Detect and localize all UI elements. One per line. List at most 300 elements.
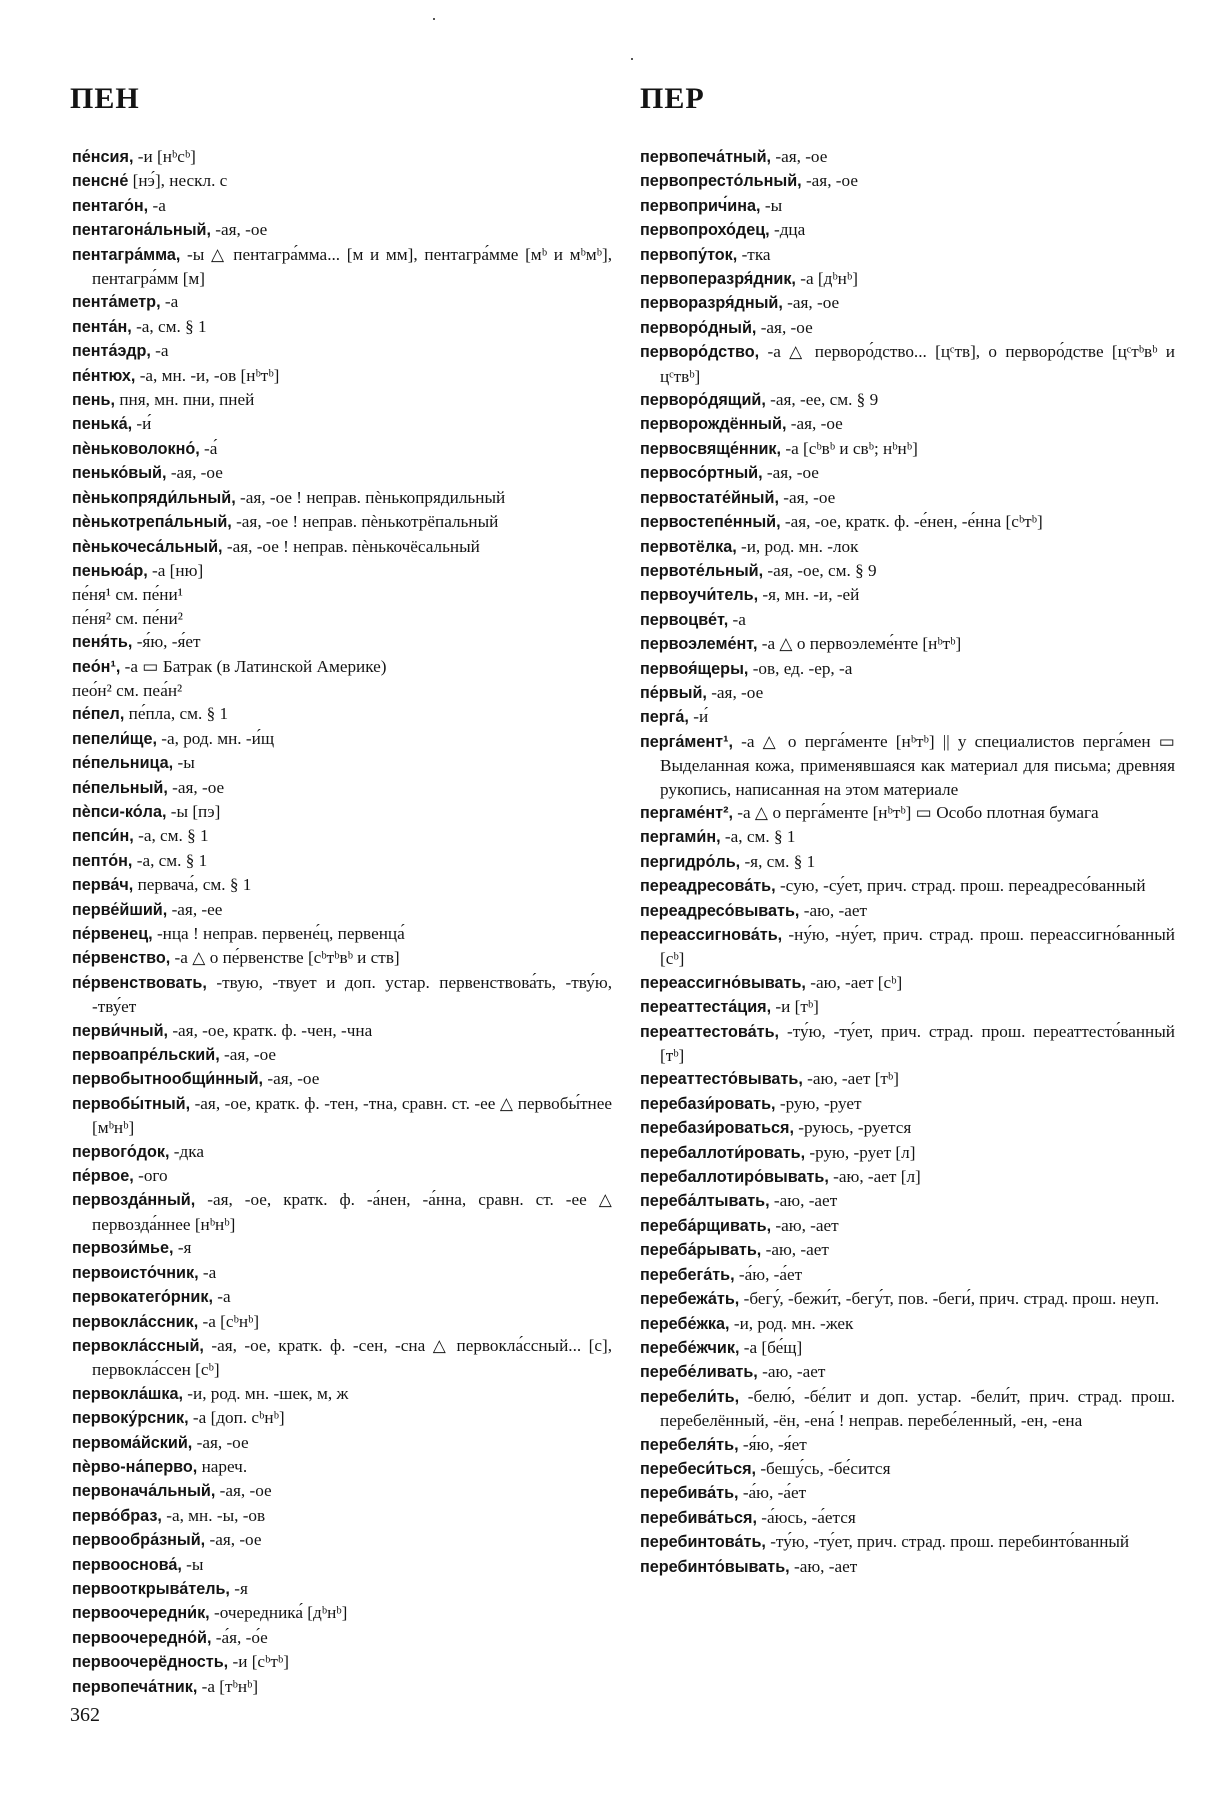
entry-text: пео́н² см. пеа́н²	[72, 680, 183, 700]
headword: пента́эдр,	[72, 342, 151, 361]
dictionary-entry	[640, 1116, 1175, 1140]
entry-text: -бешу́сь, -бе́сится	[756, 1458, 891, 1478]
headword: первокла́ссник,	[72, 1312, 199, 1331]
dictionary-entry	[72, 702, 612, 726]
dictionary-entry	[640, 535, 1175, 559]
headword: перга́,	[640, 708, 689, 727]
dictionary-entry	[640, 1481, 1175, 1505]
headword: перво́браз,	[72, 1506, 162, 1525]
dictionary-entry	[72, 751, 612, 775]
headword: перебега́ть,	[640, 1265, 735, 1284]
entry-text: -и, род. мн. -шек, м, ж	[182, 1383, 349, 1403]
headword: перебе́жка,	[640, 1314, 730, 1333]
entry-text: -а [бе́щ]	[739, 1337, 803, 1357]
entry-text: -ы [пэ]	[166, 801, 221, 821]
entry-text: -а [доп. сᵇнᵇ]	[188, 1408, 285, 1428]
entry-text: -а [сᵇнᵇ]	[198, 1311, 260, 1331]
dictionary-entry	[72, 1019, 612, 1043]
headword: переба́лтывать,	[640, 1192, 770, 1211]
entry-text: -я, мн. -и, -ей	[758, 585, 860, 605]
headword: переба́рщивать,	[640, 1216, 772, 1235]
headword: пепели́ще,	[72, 729, 157, 748]
entry-text: -нца ! неправ. первене́ц, первенца́	[152, 924, 405, 943]
dictionary-entry	[72, 1334, 612, 1382]
headword: пе́нсия,	[72, 148, 134, 166]
dictionary-entry	[72, 1455, 612, 1479]
headword: первоя́щеры,	[640, 659, 749, 678]
entry-text: -я	[173, 1238, 192, 1258]
entry-text: -ая, -ее, см. § 9	[765, 390, 879, 410]
entry-text: -а	[150, 341, 169, 361]
entry-text: -а	[198, 1262, 217, 1282]
headword: первоперазря́дник,	[640, 270, 796, 289]
dictionary-entry	[72, 169, 612, 193]
headword: перга́мент¹,	[640, 732, 733, 751]
dictionary-entry	[640, 437, 1175, 461]
headword: первостепе́нный,	[640, 513, 781, 532]
entry-text: -ов, ед. -ер, -а	[748, 658, 853, 678]
entry-text: [нэ́], нескл. с	[128, 171, 228, 191]
headword: пе́пельница,	[72, 754, 174, 773]
entry-text: -ая, -ое	[771, 147, 828, 166]
headword: пѐньковолокно́,	[72, 439, 200, 458]
dictionary-entry	[640, 632, 1175, 656]
right-column	[640, 145, 1175, 1579]
dictionary-entry	[640, 388, 1175, 412]
dictionary-entry	[640, 412, 1175, 436]
headword: пе́рвый,	[640, 683, 707, 702]
entry-text: пня, мн. пни, пней	[115, 390, 255, 410]
entry-text: -и, род. мн. -жек	[729, 1313, 854, 1333]
entry-text: -ту́ю, -ту́ет, прич. страд. прош. перебинто́ванный	[765, 1532, 1130, 1552]
entry-text: -ая, -ое ! неправ. пѐнькочёсальный	[222, 536, 480, 556]
entry-text: -а [тᵇнᵇ]	[197, 1676, 259, 1696]
entry-text: -а [дᵇнᵇ]	[795, 269, 858, 289]
entry-text: -аю, -ает	[769, 1191, 838, 1211]
headword: первобы́тный,	[72, 1094, 191, 1113]
entry-text: -ая, -ое, кратк. ф. -сен, -сна △ первокла́ссный... [с], первокла́ссен [сᵇ]	[92, 1335, 612, 1380]
headword: перебеси́ться,	[640, 1459, 757, 1478]
dictionary-entry	[640, 291, 1175, 315]
headword: пео́н¹,	[72, 657, 121, 676]
entry-text: -аю, -ает [л]	[828, 1167, 921, 1187]
entry-text: -ая, -ое ! неправ. пѐнькотрёпальный	[231, 512, 499, 532]
dictionary-entry	[72, 922, 612, 946]
entry-text: -а △ о перга́менте [нᵇтᵇ] || у специалистов перга́мен ▭ Выделанная кожа, применявшаяся как материал для письма; древняя рукопись, написанная на этом материале	[660, 731, 1175, 799]
headword: пергаме́нт²,	[640, 803, 733, 822]
entry-text: -ну́ю, -ну́ет, прич. страд. прош. переассигно́ванный [сᵇ]	[660, 925, 1175, 969]
dictionary-entry	[640, 1457, 1175, 1481]
dictionary-entry	[72, 1479, 612, 1503]
entry-text: -ая, -ое	[762, 463, 819, 483]
headword: первостате́йный,	[640, 488, 779, 507]
headword: переассигно́вывать,	[640, 973, 806, 992]
dictionary-entry	[72, 727, 612, 751]
headword: первопресто́льный,	[640, 172, 802, 191]
dictionary-entry	[640, 1506, 1175, 1530]
headword: переаттестова́ть,	[640, 1022, 780, 1041]
speck	[433, 18, 435, 20]
headword: первооснова́,	[72, 1555, 182, 1574]
headword: переадресова́ть,	[640, 877, 776, 896]
headword: перебеля́ть,	[640, 1435, 739, 1454]
dictionary-entry	[72, 1431, 612, 1455]
headword: пентагона́льный,	[72, 221, 211, 240]
dictionary-entry	[72, 1067, 612, 1091]
headword: перебива́ться,	[640, 1508, 757, 1527]
entry-text: -а, род. мн. -и́щ	[156, 728, 275, 748]
entry-text: -рую, -рует	[775, 1093, 862, 1113]
left-column	[72, 145, 612, 1699]
dictionary-entry	[640, 1141, 1175, 1165]
dictionary-entry	[640, 1433, 1175, 1457]
dictionary-entry	[72, 145, 612, 169]
headword: перебази́роваться,	[640, 1119, 794, 1138]
entry-text: -ы	[173, 753, 195, 773]
headword: первоцве́т,	[640, 610, 729, 629]
headword: первооткрыва́тель,	[72, 1579, 230, 1598]
entry-text: -а	[728, 609, 746, 629]
entry-text: -и [тᵇ]	[771, 997, 819, 1017]
dictionary-entry	[72, 218, 612, 242]
entry-text: -а	[148, 195, 166, 215]
dictionary-entry	[640, 510, 1175, 534]
headword: перебели́ть,	[640, 1387, 740, 1406]
dictionary-entry	[72, 486, 612, 510]
headword: переассигнова́ть,	[640, 926, 783, 944]
headword: перебива́ть,	[640, 1484, 739, 1503]
dictionary-entry	[640, 194, 1175, 218]
headword: первокла́шка,	[72, 1384, 183, 1403]
entry-text: -тка	[737, 244, 771, 264]
entry-text: -ая, -ое	[756, 317, 813, 337]
dictionary-entry	[640, 608, 1175, 632]
headword: первого́док,	[72, 1142, 170, 1161]
entry-text: -аю, -ает [тᵇ]	[802, 1069, 899, 1089]
headword: переадресо́вывать,	[640, 901, 800, 920]
dictionary-entry	[72, 1140, 612, 1164]
entry-text: -аю, -ает	[761, 1240, 829, 1260]
headword: первонача́льный,	[72, 1482, 216, 1501]
headword: пе́рвенствовать,	[72, 973, 207, 992]
headword: переба́рывать,	[640, 1241, 762, 1260]
dictionary-entry	[72, 1092, 612, 1140]
headword: пе́рвенство,	[72, 949, 171, 968]
entry-text: -а, см. § 1	[720, 827, 796, 847]
entry-text: -а́	[199, 438, 218, 458]
headword: первотёлка,	[640, 537, 737, 556]
entry-text: -руюсь, -руется	[794, 1118, 912, 1138]
running-head-right: ПЕР	[640, 82, 705, 115]
entry-text: -а △ о пе́рвенстве [сᵇтᵇвᵇ и ств]	[170, 948, 400, 968]
entry-text: -а, мн. -ы, -ов	[161, 1505, 266, 1525]
dictionary-entry	[72, 655, 612, 679]
headword: первоэлеме́нт,	[640, 635, 758, 654]
dictionary-entry	[72, 824, 612, 848]
dictionary-entry	[640, 1336, 1175, 1360]
entry-text: -а, см. § 1	[132, 850, 208, 870]
entry-text: -ая, -ое	[786, 414, 843, 434]
headword: пе́нтюх,	[72, 366, 136, 385]
dictionary-entry	[72, 1164, 612, 1188]
entry-text: -и [сᵇтᵇ]	[228, 1652, 289, 1672]
entry-text: -ая, -ое	[205, 1530, 262, 1550]
headword: перворождённый,	[640, 415, 787, 434]
entry-text: -ая, -ое	[263, 1069, 320, 1089]
entry-text: -а ▭ Батрак (в Латинской Америке)	[120, 656, 387, 676]
headword: перворо́дный,	[640, 318, 757, 337]
entry-text: -я́ю, -я́ет	[132, 632, 201, 652]
dictionary-entry	[640, 923, 1175, 971]
dictionary-entry	[72, 1553, 612, 1577]
entry-text: -ая, -ое	[167, 777, 225, 797]
dictionary-entry	[72, 946, 612, 970]
dictionary-entry	[640, 1067, 1175, 1091]
headword: пентагра́мма,	[72, 245, 181, 264]
dictionary-entry	[72, 1188, 612, 1236]
entry-text: -и́	[132, 414, 152, 434]
entry-text: -а, см. § 1	[133, 826, 209, 846]
entry-text: -твую, -твует и доп. устар. первенствова́ть, -тву́ю, -тву́ет	[92, 972, 612, 1017]
headword: пентаго́н,	[72, 196, 149, 215]
headword: первопеча́тник,	[72, 1677, 198, 1696]
entry-text: -я, см. § 1	[740, 851, 816, 871]
entry-text: -ая, -ое	[801, 171, 858, 191]
dictionary-entry	[72, 315, 612, 339]
entry-text: -сую, -су́ет, прич. страд. прош. переадресо́ванный	[775, 876, 1146, 896]
headword: первоочередно́й,	[72, 1628, 212, 1647]
dictionary-entry	[72, 1577, 612, 1601]
entry-text: -а [сᵇвᵇ и свᵇ; нᵇнᵇ]	[781, 438, 918, 458]
entry-text: -ая, -ое, кратк. ф. -чен, -чна	[168, 1020, 373, 1040]
entry-text: -ая, -ее	[167, 899, 223, 919]
entry-text: -ы	[181, 1554, 204, 1574]
headword: пенька́,	[72, 415, 133, 434]
entry-text: -ы △ пентагра́мма... [м и мм], пентагра́мме [мᵇ и мᵇмᵇ], пентагра́мм [м]	[92, 244, 612, 289]
headword: первосо́ртный,	[640, 464, 763, 483]
dictionary-entry	[72, 630, 612, 654]
headword: пѐнькопряди́льный,	[72, 488, 236, 507]
dictionary-entry	[72, 1675, 612, 1699]
dictionary-entry	[640, 899, 1175, 923]
speck	[631, 58, 633, 60]
dictionary-entry	[72, 898, 612, 922]
dictionary-entry	[640, 316, 1175, 340]
headword: первопрохо́дец,	[640, 221, 770, 240]
entry-text: -а	[212, 1287, 231, 1307]
headword: первообра́зный,	[72, 1531, 206, 1550]
dictionary-entry	[72, 1626, 612, 1650]
dictionary-entry	[640, 583, 1175, 607]
dictionary-entry	[72, 1528, 612, 1552]
dictionary-entry	[640, 1214, 1175, 1238]
dictionary-entry	[640, 218, 1175, 242]
entry-text: -а △ о перга́менте [нᵇтᵇ] ▭ Особо плотная бумага	[732, 802, 1099, 822]
dictionary-entry	[72, 800, 612, 824]
dictionary-entry	[72, 364, 612, 388]
headword: перви́чный,	[72, 1021, 169, 1040]
dictionary-entry	[640, 730, 1175, 801]
dictionary-entry	[640, 1165, 1175, 1189]
headword: перебинто́вывать,	[640, 1557, 790, 1576]
dictionary-entry	[72, 1650, 612, 1674]
headword: перебе́жчик,	[640, 1338, 740, 1357]
headword: первосвяще́нник,	[640, 439, 782, 458]
entry-text: -аю, -ает [сᵇ]	[805, 972, 903, 992]
entry-text: -ая, -ое, кратк. ф. -тен, -тна, сравн. ст. -ее △ первобы́тнее [мᵇнᵇ]	[92, 1093, 612, 1138]
entry-text: -бегу́, -бежи́т, -бегу́т, пов. -беги́, прич. страд. прош. неуп.	[739, 1289, 1160, 1309]
entry-text: -ая, -ое	[215, 1481, 272, 1501]
entry-text: -дка	[169, 1141, 204, 1161]
headword: пепси́н,	[72, 827, 134, 846]
headword: пе́рвенец,	[72, 925, 153, 943]
entry-text: -ая, -ое	[192, 1432, 249, 1452]
dictionary-entry	[72, 243, 612, 291]
dictionary-entry	[640, 1312, 1175, 1336]
entry-text: -ая, -ое	[706, 682, 764, 702]
entry-text: -а △ о первоэлеме́нте [нᵇтᵇ]	[757, 634, 962, 654]
entry-text: -ая, -ое, кратк. ф. -е́нен, -е́нна [сᵇтᵇ]	[780, 512, 1043, 532]
dictionary-entry	[640, 169, 1175, 193]
headword: пента́н,	[72, 317, 132, 336]
entry-text: -и [нᵇсᵇ]	[133, 147, 196, 166]
headword: первоку́рсник,	[72, 1409, 189, 1428]
entry-text: -ая, -ое	[166, 463, 223, 483]
entry-text: -дца	[769, 220, 806, 240]
dictionary-entry	[640, 874, 1175, 898]
dictionary-entry	[640, 1360, 1175, 1384]
dictionary-entry	[640, 681, 1175, 705]
headword: перворо́дство,	[640, 343, 760, 362]
dictionary-entry	[72, 339, 612, 363]
entry-text: -ого	[133, 1166, 168, 1186]
dictionary-entry	[72, 535, 612, 559]
entry-text: -аю, -ает	[771, 1215, 839, 1235]
entry-text: -а́ю, -а́ет	[734, 1264, 803, 1284]
dictionary-entry	[72, 583, 612, 606]
headword: пепто́н,	[72, 851, 133, 870]
entry-text: -ая, -ое, кратк. ф. -а́нен, -а́нна, сравн. ст. -ее △ первозда́ннее [нᵇнᵇ]	[92, 1190, 612, 1234]
entry-text: -ая, -ое	[782, 293, 840, 313]
dictionary-entry	[72, 437, 612, 461]
entry-text: -ая, -ое, см. § 9	[763, 560, 877, 580]
entry-text: -а́юсь, -а́ется	[756, 1507, 856, 1527]
dictionary-entry	[72, 1406, 612, 1430]
headword: первоте́льный,	[640, 561, 764, 580]
dictionary-entry	[640, 825, 1175, 849]
entry-text: пе́ня¹ см. пе́ни¹	[72, 585, 183, 605]
headword: пѐпси-ко́ла,	[72, 802, 167, 821]
headword: первопеча́тный,	[640, 148, 772, 166]
entry-text: -белю́, -бе́лит и доп. устар. -бели́т, прич. страд. прош. перебелённый, -ён, -ена́ ! неправ. перебе́ленный, -ен, -ена	[660, 1386, 1175, 1431]
dictionary-entry	[640, 559, 1175, 583]
dictionary-entry	[72, 194, 612, 218]
headword: первома́йский,	[72, 1433, 193, 1452]
entry-text: -я	[229, 1578, 248, 1598]
entry-text: пе́пла, см. § 1	[124, 704, 229, 724]
headword: перва́ч,	[72, 876, 134, 895]
headword: перебе́ливать,	[640, 1363, 758, 1382]
headword: перебинтова́ть,	[640, 1533, 766, 1552]
headword: пень,	[72, 391, 116, 410]
entry-text: -а △ перворо́дство... [цᶜтв], о перворо́дстве [цᶜтᵇвᵇ и цᶜтвᵇ]	[660, 342, 1175, 386]
entry-text: -аю, -ает	[757, 1362, 826, 1382]
headword: первоочерёдность,	[72, 1653, 229, 1672]
dictionary-entry	[640, 1020, 1175, 1068]
entry-text: -а, см. § 1	[131, 316, 207, 336]
dictionary-entry	[640, 1287, 1175, 1311]
dictionary-entry	[72, 1043, 612, 1067]
headword: пенько́вый,	[72, 464, 167, 483]
dictionary-entry	[72, 679, 612, 702]
dictionary-entry	[72, 971, 612, 1019]
headword: пе́пел,	[72, 705, 125, 724]
headword: первозда́нный,	[72, 1191, 196, 1210]
dictionary-entry	[640, 1555, 1175, 1579]
entry-text: -ы	[760, 195, 783, 215]
entry-text: -и, род. мн. -лок	[736, 536, 859, 556]
headword: пѐрво-на́перво,	[72, 1457, 198, 1476]
dictionary-entry	[72, 1601, 612, 1625]
headword: первоучи́тель,	[640, 586, 759, 605]
dictionary-entry	[72, 776, 612, 800]
dictionary-entry	[640, 243, 1175, 267]
headword: первоапре́льский,	[72, 1046, 220, 1065]
headword: пергами́н,	[640, 828, 721, 847]
entry-text: первача́, см. § 1	[133, 875, 252, 895]
dictionary-entry	[72, 388, 612, 412]
headword: пе́рвое,	[72, 1167, 134, 1186]
page-number: 362	[70, 1704, 100, 1726]
entry-text: -а, мн. -и, -ов [нᵇтᵇ]	[135, 365, 280, 385]
entry-text: -аю, -ает	[799, 900, 867, 920]
headword: переаттесто́вывать,	[640, 1070, 803, 1089]
dictionary-entry	[72, 412, 612, 436]
dictionary-entry	[72, 1285, 612, 1309]
headword: пента́метр,	[72, 293, 161, 312]
dictionary-entry	[72, 849, 612, 873]
dictionary-entry	[640, 995, 1175, 1019]
dictionary-entry	[72, 461, 612, 485]
dictionary-entry	[640, 486, 1175, 510]
dictionary-entry	[640, 1385, 1175, 1433]
entry-text: -очередника́ [дᵇнᵇ]	[209, 1603, 348, 1623]
dictionary-entry	[640, 340, 1175, 388]
headword: первокла́ссный,	[72, 1336, 204, 1355]
dictionary-entry	[640, 1238, 1175, 1262]
dictionary-entry	[640, 145, 1175, 169]
headword: первоисто́чник,	[72, 1263, 199, 1282]
headword: первопу́ток,	[640, 245, 738, 264]
dictionary-entry	[72, 607, 612, 630]
headword: пергидро́ль,	[640, 852, 741, 871]
headword: первокатего́рник,	[72, 1288, 213, 1307]
dictionary-entry	[640, 657, 1175, 681]
headword: пенсне́	[72, 172, 129, 191]
headword: пѐнькочеса́льный,	[72, 537, 223, 556]
headword: первобытнообщи́нный,	[72, 1070, 264, 1089]
headword: перебаллоти́ровать,	[640, 1143, 806, 1162]
dictionary-entry	[640, 1263, 1175, 1287]
dictionary-entry	[640, 971, 1175, 995]
headword: пеньюа́р,	[72, 561, 148, 580]
entry-text: -ая, -ое	[210, 220, 268, 240]
entry-text: -аю, -ает	[789, 1556, 858, 1576]
headword: перебази́ровать,	[640, 1094, 776, 1113]
dictionary-entry	[72, 1236, 612, 1260]
entry-text: -ту́ю, -ту́ет, прич. страд. прош. переаттесто́ванный [тᵇ]	[660, 1021, 1175, 1066]
entry-text: -ая, -ое	[778, 487, 836, 507]
